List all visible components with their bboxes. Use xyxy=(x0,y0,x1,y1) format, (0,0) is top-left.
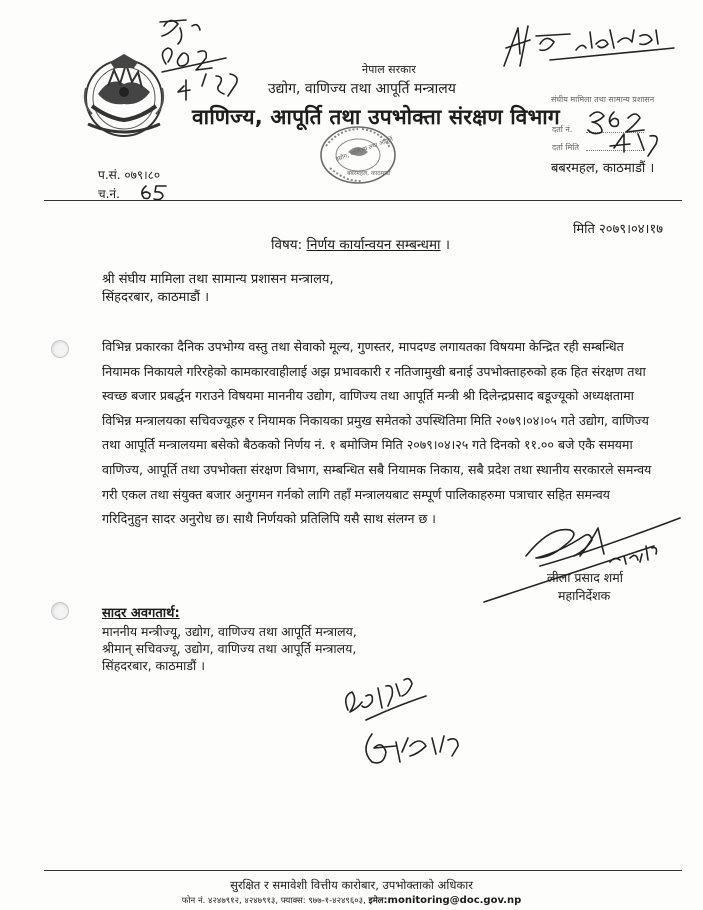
header-divider xyxy=(44,200,682,201)
seal-text-bottom: बबरमहल, काठमाडौं xyxy=(347,170,391,177)
footer-email: :monitoring@doc.gov.np xyxy=(383,895,522,906)
body-paragraph xyxy=(102,335,672,532)
cc-line-3: सिंहदरबार, काठमाडौं । xyxy=(102,658,205,673)
recipient-line-2: सिंहदरबार, काठमाडौं । xyxy=(102,290,210,305)
recipient-line-1: श्री संघीय मामिला तथा सामान्य प्रशासन मन्त्रालय, xyxy=(102,272,334,287)
signatory-name: लीला प्रसाद शर्मा xyxy=(547,570,624,585)
body-line: गरी एकल तथा संयुक्त बजार अनुगमन गर्नको लागि तहाँ मन्त्रालयबाट सम्पूर्ण पालिकाहरुमा पत्राचार सहित समन्वय xyxy=(102,486,610,502)
body-line: नियामक निकायले गरिरहेको कामकारवाहीलाई अझ प्रभावकारी र नतिजामुखी बनाई उपभोक्ताहरुको हक हित संरक्षण तथा xyxy=(102,363,646,379)
office-location: बबरमहल, काठमाडौं । xyxy=(551,161,655,176)
body-line: विभिन्न प्रकारका दैनिक उपभोग्य वस्तु तथा सेवाको मूल्य, गुणस्तर, मापदण्ड लगायतका विषयमा केन्द्रित रही सम्बन्धित xyxy=(102,339,624,354)
signatory-title: महानिर्देशक xyxy=(558,588,611,603)
letter-date: मिति २०७९।०४।१७ xyxy=(573,222,663,237)
handwritten-received-number xyxy=(584,104,668,158)
govt-name: नेपाल सरकार xyxy=(362,63,416,76)
body-line: वाणिज्य, आपूर्ति तथा उपभोक्ता संरक्षण विभाग, सम्बन्धित सबै नियामक निकाय, सबै प्रदेश तथा स्थानीय सरकारले समन्वय xyxy=(102,461,652,477)
department-name: वाणिज्य, आपूर्ति तथा उपभोक्ता संरक्षण विभाग xyxy=(192,105,560,129)
footer-divider xyxy=(44,870,682,871)
ministry-name: उद्योग, वाणिज्य तथा आपूर्ति मन्त्रालय xyxy=(268,81,456,97)
footer-phone-fax: फोन नं. ४२४७९१२, ४२४७९१३, फ्याक्स: ९७७-१-४२४९६०३, xyxy=(181,896,366,906)
receiving-stamp-office: संघीय मामिला तथा सामान्य प्रशासन xyxy=(551,95,655,104)
body-line: स्वच्छ बजार प्रबर्द्धन गराउने विषयमा माननीय उद्योग, वाणिज्य तथा आपूर्ति मन्त्री श्री दिलेन्द्रप्रसाद बडूज्यूको अध्यक्षतामा xyxy=(102,388,634,404)
body-line: गरिदिनुहुन सादर अनुरोध छ। साथै निर्णयको प्रतिलिपि यसै साथ संलग्न छ । xyxy=(102,511,436,527)
handwritten-bottom-note xyxy=(336,666,486,776)
handwritten-dartaa-note xyxy=(150,14,246,102)
subject-label: विषय: xyxy=(271,237,303,253)
body-line: विभिन्न मन्त्रालयका सचिवज्यूहरु र नियामक निकायका प्रमुख समेतको उपस्थितिमा मिति २०७९।०४।०५ गते उद्योग, वाणिज्य xyxy=(102,412,649,428)
receiving-stamp-dartaa: दर्ता नं. xyxy=(552,125,573,134)
footer-email-label: इमेल xyxy=(368,896,384,906)
cc-heading: सादर अवगतार्थ: xyxy=(102,606,180,621)
subject-text: निर्णय कार्यान्वयन सम्बन्धमा xyxy=(306,237,441,253)
handwritten-forwarding-note xyxy=(490,14,680,76)
cc-line-1: माननीय मन्त्रीज्यू, उद्योग, वाणिज्य तथा आपूर्ति मन्त्रालय, xyxy=(102,624,357,639)
seal-text-top: उद्योग, वाणिज्य तथा आपूर्ति xyxy=(334,135,395,164)
cc-line-2: श्रीमान् सचिवज्यू, उद्योग, वाणिज्य तथा आपूर्ति मन्त्रालय, xyxy=(102,641,357,656)
subject-end: । xyxy=(444,237,450,253)
footer-slogan: सुरक्षित र समावेशी वित्तीय कारोबार, उपभोक्ताको अधिकार xyxy=(230,878,473,892)
body-line: तथा आपूर्ति मन्त्रालयमा बसेको बैठकको निर्णय नं. १ बमोजिम मिति २०७९।०४।२५ गते दिनको ११.०० बजे एकै समयमा xyxy=(102,437,633,453)
subject-line xyxy=(271,238,450,253)
patra-sankhya: प.सं. ०७९।८० xyxy=(98,168,161,182)
punch-hole xyxy=(51,602,69,620)
footer-contact xyxy=(0,895,703,907)
receiving-stamp-date: दर्ता मिति xyxy=(552,143,579,152)
punch-hole xyxy=(51,340,69,358)
chalani-sankhya: च.नं. xyxy=(98,187,120,201)
